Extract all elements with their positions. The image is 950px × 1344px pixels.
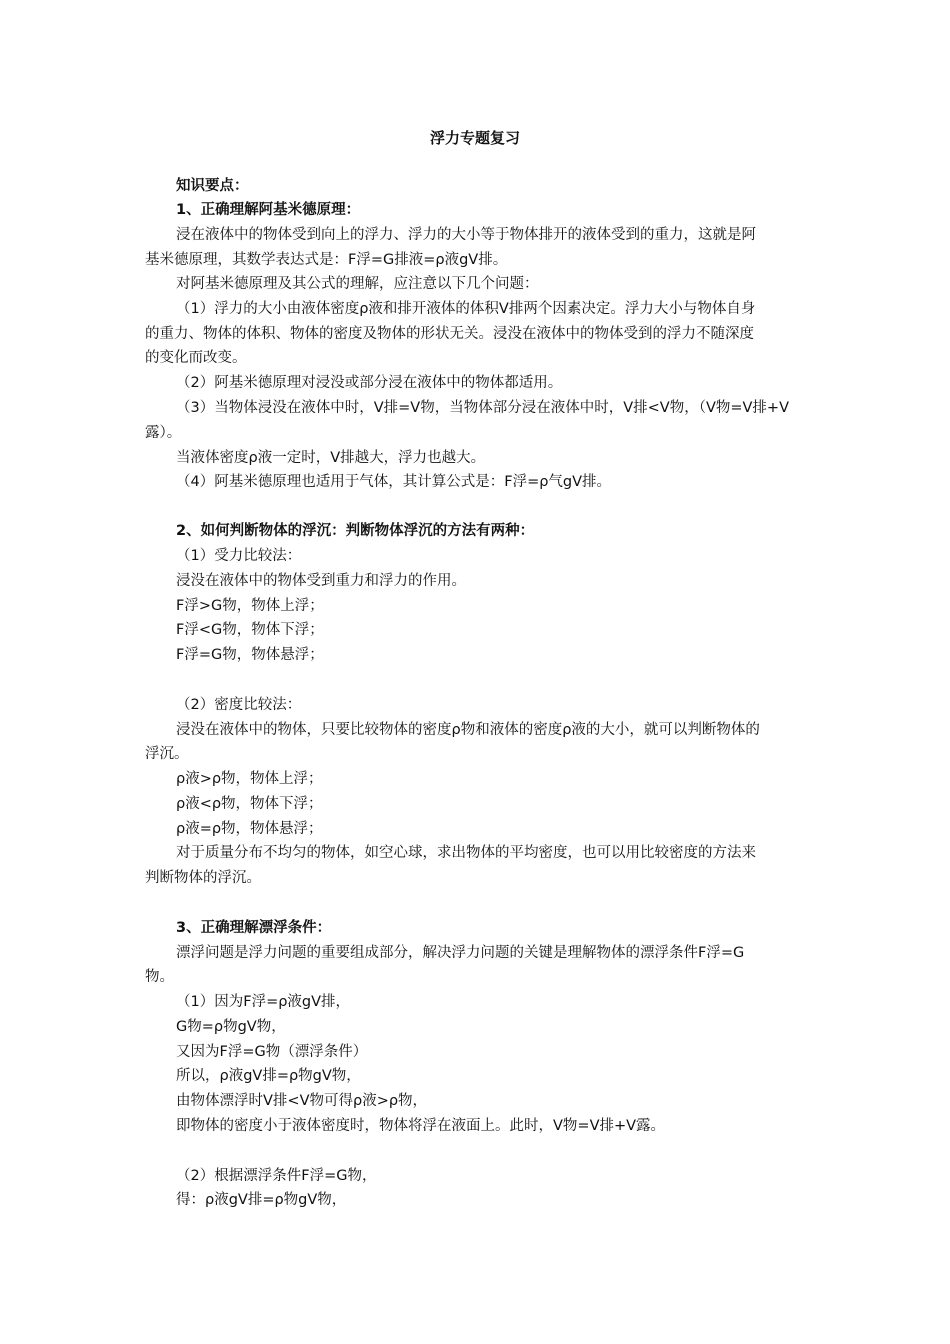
section-heading: 知识要点： <box>176 178 249 194</box>
paragraph-line: 露）。 <box>145 425 182 441</box>
paragraph-line: 的变化而改变。 <box>145 350 247 366</box>
paragraph-line: 浸没在液体中的物体受到重力和浮力的作用。 <box>176 573 466 589</box>
section-heading: 3、正确理解漂浮条件： <box>176 920 332 936</box>
section-heading: 2、如何判断物体的浮沉：判断物体浮沉的方法有两种： <box>176 523 535 539</box>
formula-line: ρ液<ρ物，物体下浮； <box>176 796 323 812</box>
section-heading: 1、正确理解阿基米德原理： <box>176 202 361 218</box>
paragraph-line: 浸在液体中的物体受到向上的浮力、浮力的大小等于物体排开的液体受到的重力，这就是阿 <box>176 227 756 243</box>
paragraph-line: 的重力、物体的体积、物体的密度及物体的形状无关。浸没在液体中的物体受到的浮力不随深度 <box>145 326 754 342</box>
formula-line: F浮=G物，物体悬浮； <box>176 647 324 663</box>
formula-line: F浮<G物，物体下浮； <box>176 622 324 638</box>
paragraph-line: （1）受力比较法： <box>176 548 302 564</box>
paragraph-line: 即物体的密度小于液体密度时，物体将浮在液面上。此时，V物=V排+V露。 <box>176 1118 666 1134</box>
page-title: 浮力专题复习 <box>429 129 520 147</box>
paragraph-line: （4）阿基米德原理也适用于气体，其计算公式是：F浮=ρ气gV排。 <box>176 474 612 490</box>
formula-line: ρ液>ρ物，物体上浮； <box>176 771 323 787</box>
formula-line: 所以，ρ液gV排=ρ物gV物， <box>176 1068 361 1084</box>
paragraph-line: 对于质量分布不均匀的物体，如空心球，求出物体的平均密度，也可以用比较密度的方法来 <box>176 845 756 861</box>
formula-line: ρ液=ρ物，物体悬浮； <box>176 821 323 837</box>
paragraph-line: 判断物体的浮沉。 <box>145 870 261 886</box>
paragraph-line: 基米德原理，其数学表达式是：F浮=G排液=ρ液gV排。 <box>145 252 508 268</box>
paragraph-line: 浸没在液体中的物体，只要比较物体的密度ρ物和液体的密度ρ液的大小，就可以判断物体的 <box>176 722 760 738</box>
formula-line: G物=ρ物gV物， <box>176 1019 286 1035</box>
formula-line: 又因为F浮=G物（漂浮条件） <box>176 1044 368 1060</box>
formula-line: 由物体漂浮时V排<V物可得ρ液>ρ物， <box>176 1093 428 1109</box>
paragraph-line: 对阿基米德原理及其公式的理解，应注意以下几个问题： <box>176 276 539 292</box>
formula-line: （1）因为F浮=ρ液gV排， <box>176 994 351 1010</box>
paragraph-line: 当液体密度ρ液一定时，V排越大，浮力也越大。 <box>176 450 486 466</box>
paragraph-line: （3）当物体浸没在液体中时，V排=V物，当物体部分浸在液体中时，V排<V物，（V物=V排+V <box>176 400 790 416</box>
paragraph-line: （1）浮力的大小由液体密度ρ液和排开液体的体积V排两个因素决定。浮力大小与物体自身 <box>176 301 756 317</box>
formula-line: F浮>G物，物体上浮； <box>176 598 324 614</box>
formula-line: （2）根据漂浮条件F浮=G物， <box>176 1168 377 1184</box>
paragraph-line: 漂浮问题是浮力问题的重要组成部分，解决浮力问题的关键是理解物体的漂浮条件F浮=G <box>176 945 745 961</box>
paragraph-line: 物。 <box>145 969 174 985</box>
paragraph-line: 浮沉。 <box>145 746 189 762</box>
paragraph-line: （2）密度比较法： <box>176 697 302 713</box>
formula-line: 得：ρ液gV排=ρ物gV物， <box>176 1192 347 1208</box>
paragraph-line: （2）阿基米德原理对浸没或部分浸在液体中的物体都适用。 <box>176 375 563 391</box>
